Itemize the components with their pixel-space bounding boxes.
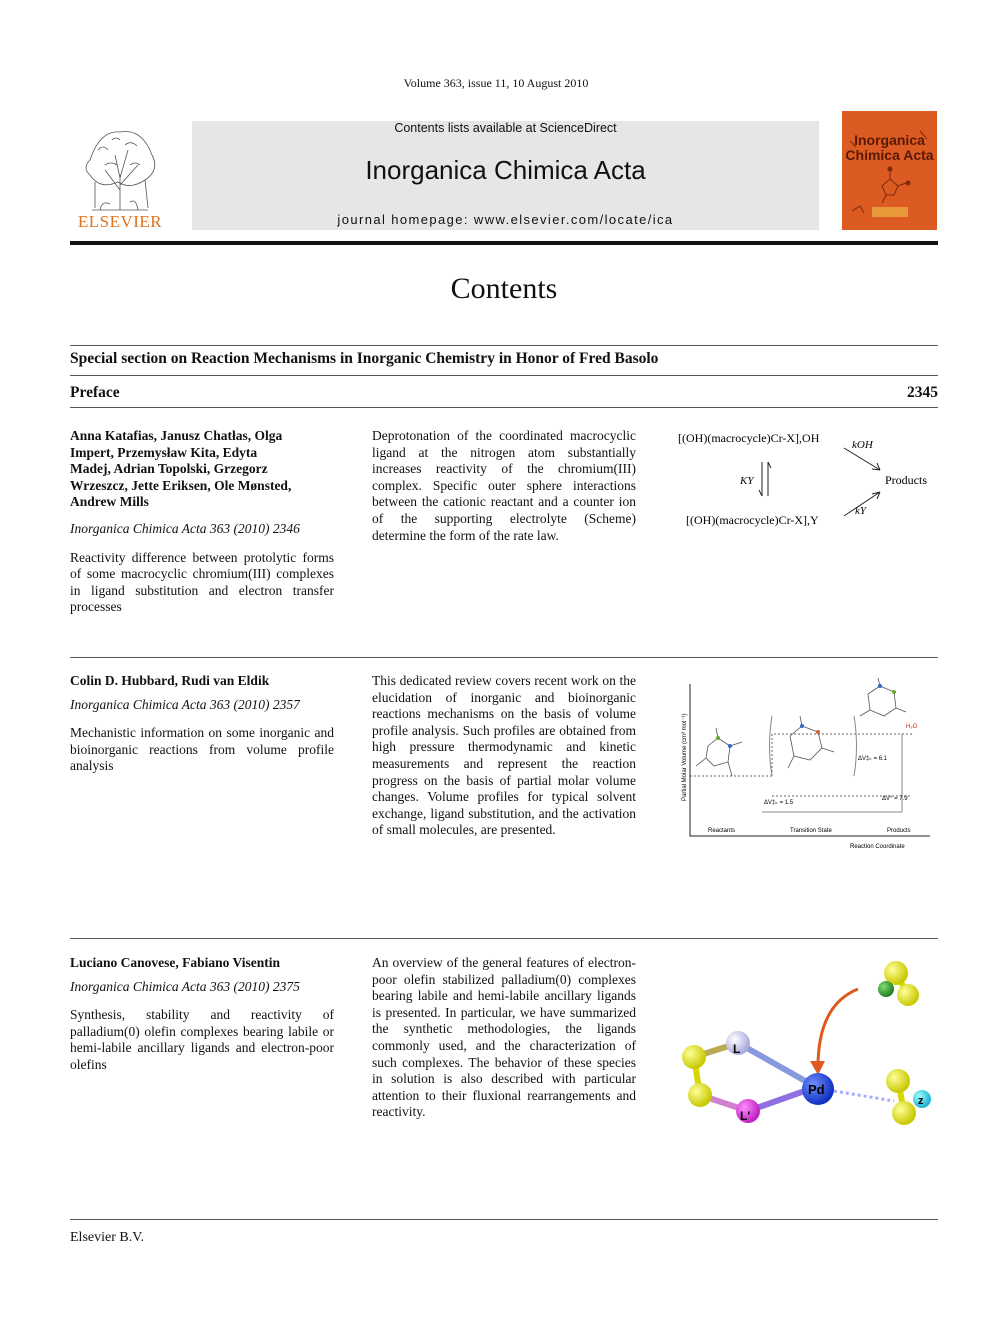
stage-reactants: Reactants xyxy=(708,828,736,834)
article-authors: Anna Katafias, Janusz Chatłas, Olga Impert, Przemysław Kita, Edyta Madej, Adrian Topolski, Grzegorz Wrzeszcz, Jette Eriksen, Ole Mønsted, Andrew Mills xyxy=(70,428,292,510)
cover-title: Inorganica Chimica Acta xyxy=(845,132,934,163)
divider xyxy=(70,1219,938,1220)
delta-v-3: ΔV° = 7.9 xyxy=(882,796,908,802)
article-title[interactable]: Synthesis, stability and reactivity of palladium(0) olefin complexes bearing labile or hemi-labile ancillary ligands and electron-poor olefins xyxy=(70,1007,334,1072)
footer-publisher: Elsevier B.V. xyxy=(70,1230,145,1245)
approach-arrowhead xyxy=(810,1061,825,1075)
article-2-meta xyxy=(70,673,334,775)
preface-page: 2345 xyxy=(907,384,938,401)
volume-line: Volume 363, issue 11, 10 August 2010 xyxy=(403,76,589,90)
arrow-koh xyxy=(844,448,880,470)
energy-levels xyxy=(690,734,912,796)
ligand-atom xyxy=(688,1083,712,1107)
journal-title: Inorganica Chimica Acta xyxy=(365,155,646,185)
k-oh-label: kOH xyxy=(852,439,873,451)
journal-cover xyxy=(842,111,937,230)
ts-molecule xyxy=(788,716,834,768)
substituent-atom xyxy=(878,981,894,997)
pd-label: Pd xyxy=(808,1082,825,1097)
article-title[interactable]: Reactivity difference between protolytic forms of some macrocyclic chromium(III) complexes in ligand substitution and electron transfer processes xyxy=(70,549,334,615)
olefin-atom xyxy=(886,1069,910,1093)
k-y-label: kY xyxy=(855,505,866,517)
stage-products: Products xyxy=(887,828,911,834)
product-molecule xyxy=(860,678,906,716)
divider xyxy=(70,345,938,346)
article-citation[interactable]: Inorganica Chimica Acta 363 (2010) 2346 xyxy=(70,520,300,536)
products-label: Products xyxy=(885,473,927,487)
delta-v-2: ΔV‡ₖ = 6.1 xyxy=(858,756,888,762)
approach-arrow xyxy=(818,989,858,1067)
bottom-species: [(OH)(macrocycle)Cr-X],Y xyxy=(686,513,819,527)
article-1-meta xyxy=(70,428,334,616)
divider xyxy=(70,938,938,939)
stage-transition: Transition State xyxy=(790,828,832,834)
z-label: z xyxy=(918,1095,924,1107)
journal-banner xyxy=(192,121,819,230)
reactant-molecule xyxy=(696,728,742,776)
article-authors: Colin D. Hubbard, Rudi van Eldik xyxy=(70,673,270,688)
l-label: L xyxy=(733,1042,741,1056)
journal-homepage[interactable]: journal homepage: www.elsevier.com/locate/ica xyxy=(337,212,674,227)
article-3-meta xyxy=(70,955,334,1074)
page-title: Contents xyxy=(450,272,558,305)
olefin-atom xyxy=(897,984,919,1006)
article-citation[interactable]: Inorganica Chimica Acta 363 (2010) 2375 xyxy=(70,978,300,994)
pd-olefin-interaction xyxy=(834,1091,894,1101)
water-label: H₂O xyxy=(906,724,918,730)
top-species: [(OH)(macrocycle)Cr-X],OH xyxy=(678,431,820,445)
article-authors: Luciano Canovese, Fabiano Visentin xyxy=(70,955,281,970)
sciencedirect-line: Contents lists available at ScienceDirect xyxy=(394,121,617,135)
article-citation[interactable]: Inorganica Chimica Acta 363 (2010) 2357 xyxy=(70,696,300,712)
olefin-atom xyxy=(892,1101,916,1125)
special-section-title: Special section on Reaction Mechanisms in Inorganic Chemistry in Honor of Fred Basolo xyxy=(70,350,659,367)
article-abstract: Deprotonation of the coordinated macrocyclic ligand at the nitrogen atom substantially increases reactivity of the chromium(III) complex. Specific outer sphere interactions between the cationic reactant and a counter ion of the supporting electrolyte (Scheme) determine the form of the rate law. xyxy=(372,428,636,543)
ligand-atom xyxy=(682,1045,706,1069)
ts-brackets xyxy=(770,716,857,776)
divider xyxy=(70,657,938,658)
x-axis-label: Reaction Coordinate xyxy=(850,844,905,850)
delta-v-1: ΔV‡ₖ = 1.5 xyxy=(764,800,794,806)
l-prime-label: L' xyxy=(740,1109,751,1123)
article-abstract: An overview of the general features of electron-poor olefin stabilized palladium(0) complexes bearing labile and hemi-labile ancillary ligands is presented. In particular, we have summarized the synthetic methodologies, the ligands commonly used, and the characterization of such complexes. The behavior of these species in solution is also described with particular attention to their fluxional rearrangements and reactivity. xyxy=(372,955,636,1120)
article-abstract: This dedicated review covers recent work on the elucidation of inorganic and bioinorganic reactions mechanisms on the basis of volume profile analysis. Such profiles are obtained from high pressure thermodynamic and kinetic measurements and represent the reaction progress on the basis of partial molar volume changes. Volume profiles for typical solvent exchange, ligand substitution, and the activation of small molecules, are presented. xyxy=(372,673,636,838)
y-axis-label: Partial Molar Volume (cm³ mol⁻¹) xyxy=(682,713,688,801)
equilibrium-arrows xyxy=(759,462,771,496)
article-2-graphic xyxy=(672,676,938,854)
cover-molecule-graphic xyxy=(842,111,937,230)
article-3-graphic xyxy=(672,955,938,1133)
elsevier-wordmark: ELSEVIER xyxy=(77,212,163,231)
equilibrium-constant-label: KY xyxy=(740,475,754,487)
article-1-graphic xyxy=(672,424,938,536)
article-title[interactable]: Mechanistic information on some inorganic and bioinorganic reactions from volume profile analysis xyxy=(70,725,334,774)
preface-label[interactable]: Preface xyxy=(70,384,120,401)
divider xyxy=(70,407,938,408)
header-rule xyxy=(70,241,938,245)
divider xyxy=(70,375,938,376)
